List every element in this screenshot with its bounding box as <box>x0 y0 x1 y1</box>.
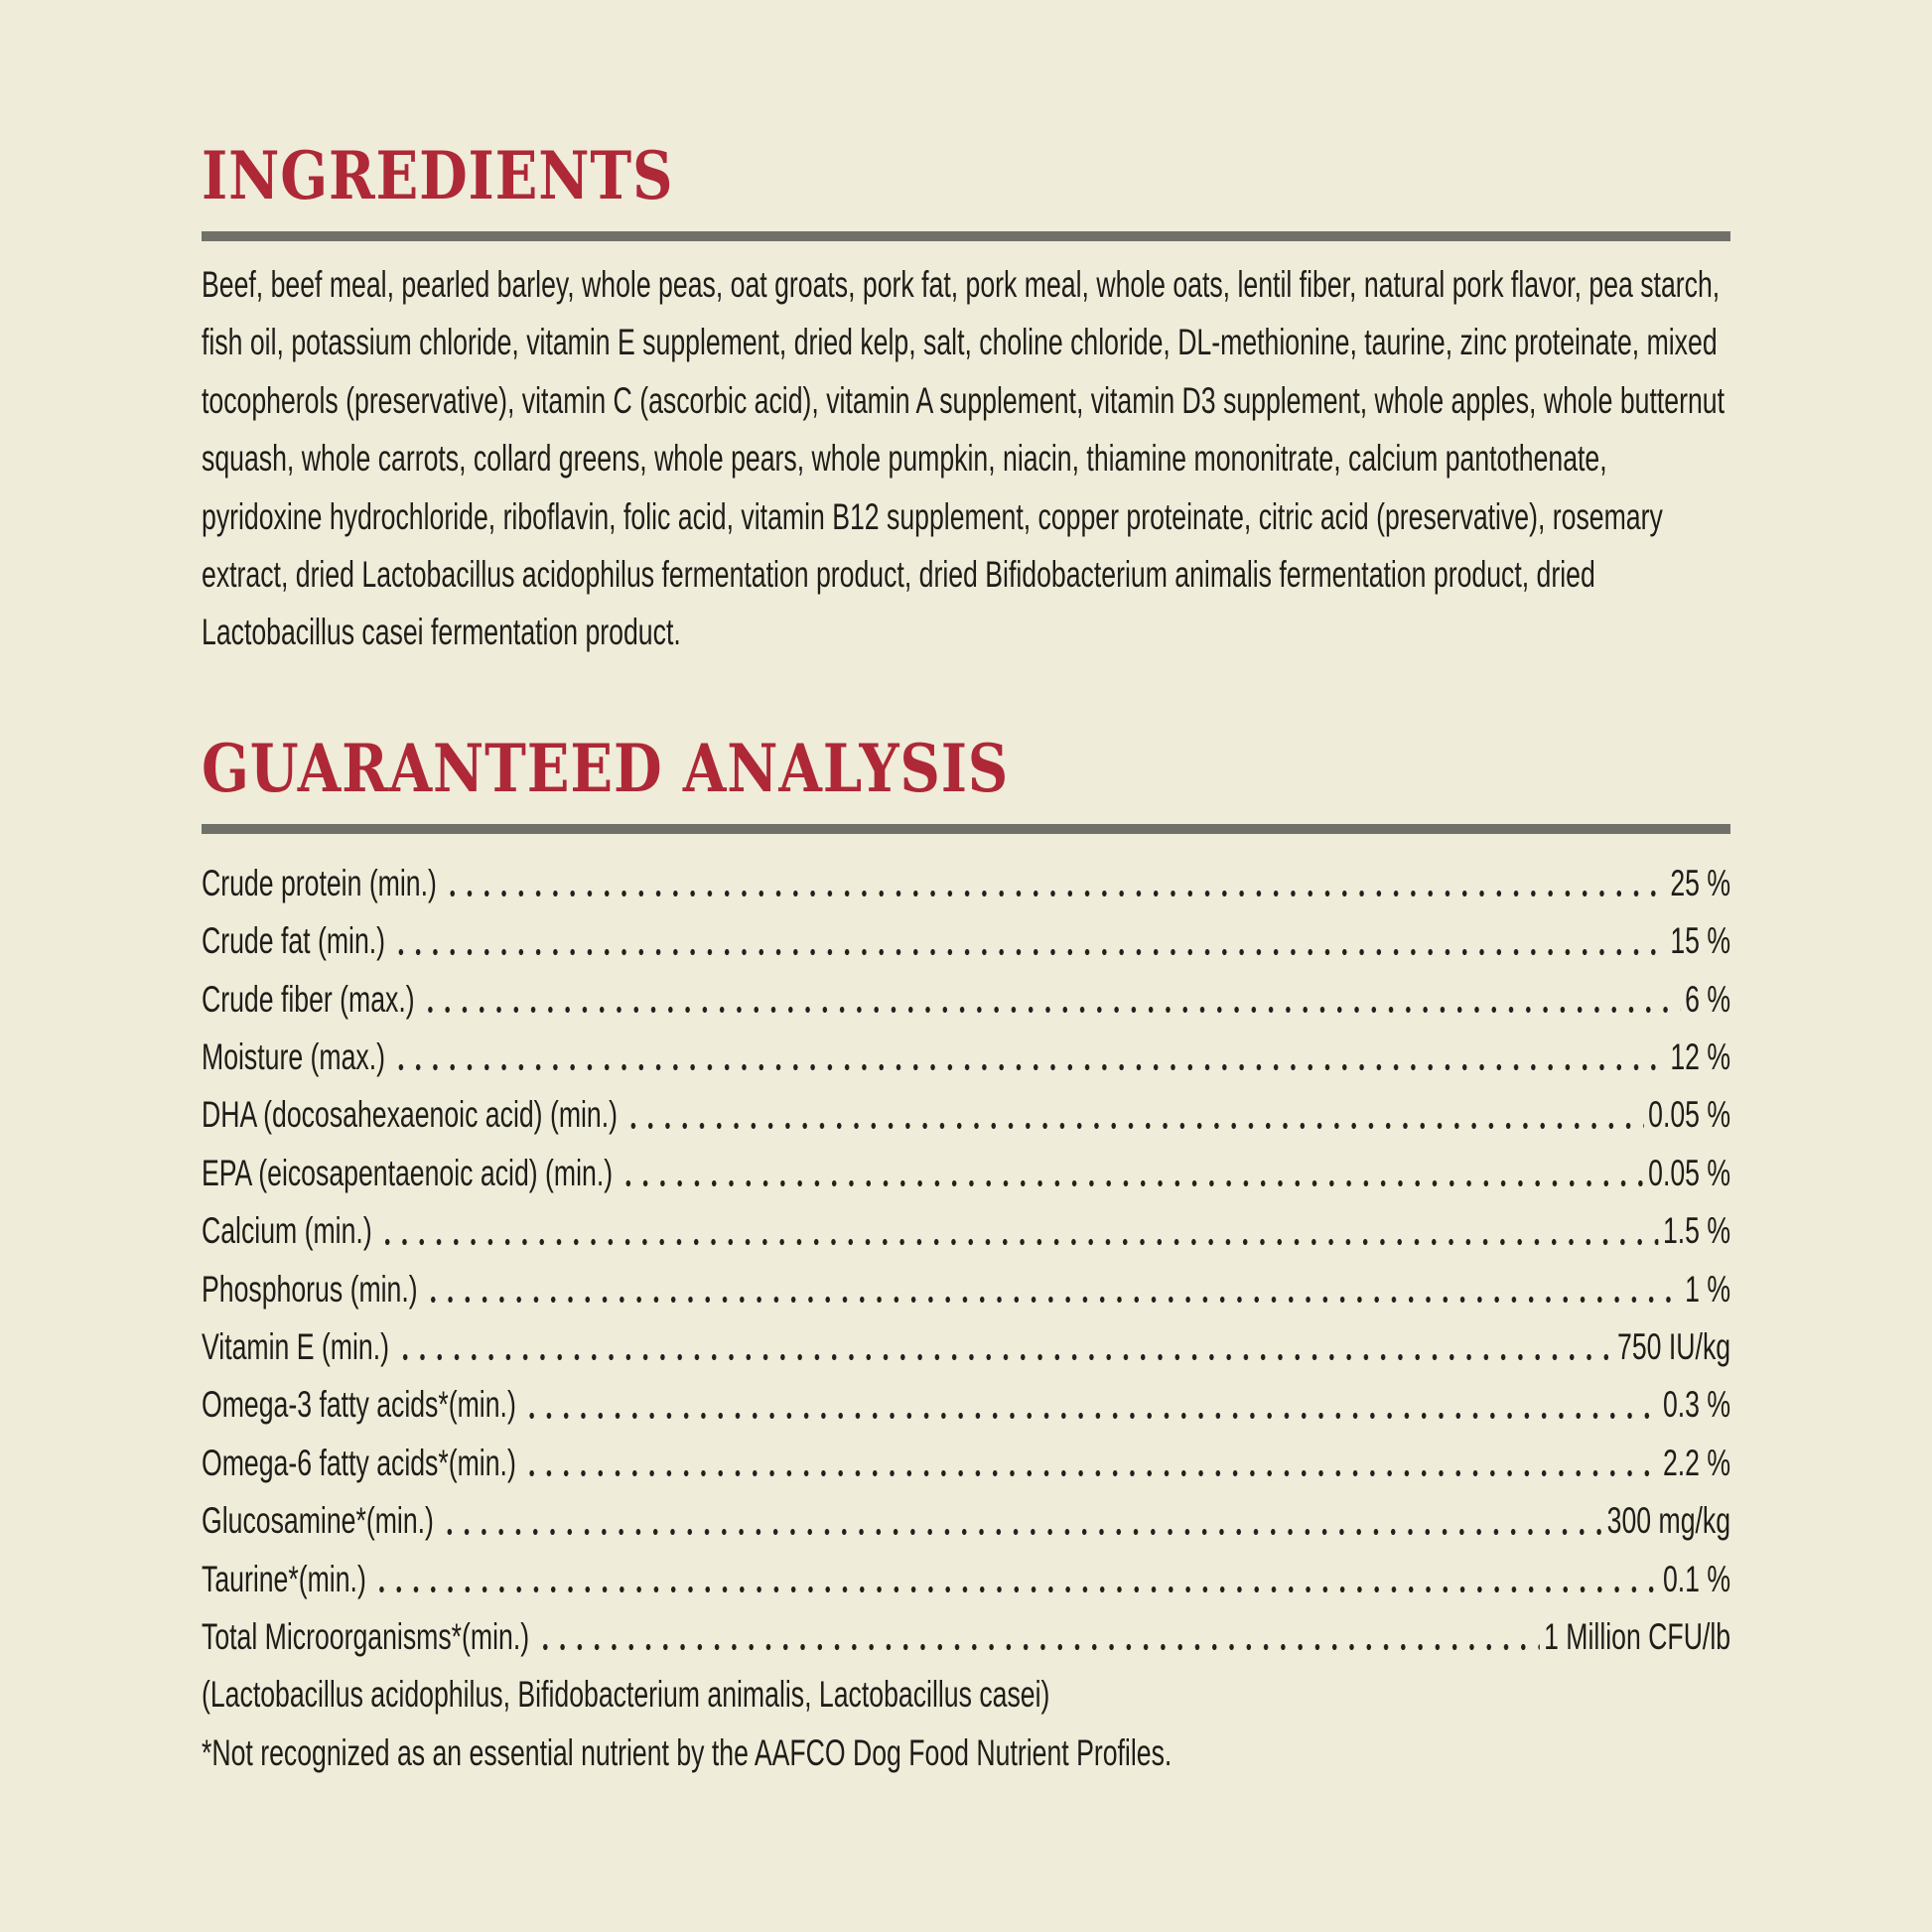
dot-leader <box>444 891 1666 897</box>
analysis-row <box>202 971 1730 1029</box>
guaranteed-analysis-divider <box>202 824 1730 834</box>
analysis-notes <box>202 1666 1730 1782</box>
analysis-value: 0.05 % <box>1648 1152 1731 1193</box>
ingredients-divider <box>202 231 1730 241</box>
analysis-value: 2.2 % <box>1662 1442 1731 1483</box>
analysis-value: 1 % <box>1685 1268 1731 1310</box>
analysis-nutrient-label: Phosphorus (min.) <box>202 1268 418 1310</box>
analysis-row <box>202 1029 1730 1086</box>
analysis-value: 750 IU/kg <box>1617 1325 1731 1367</box>
analysis-nutrient-label: EPA (eicosapentaenoic acid) (min.) <box>202 1152 614 1193</box>
dot-leader <box>392 1064 1666 1070</box>
analysis-nutrient-label: Omega-3 fatty acids*(min.) <box>202 1384 516 1426</box>
analysis-nutrient-label: Crude fat (min.) <box>202 920 386 962</box>
analysis-row <box>202 1145 1730 1202</box>
dot-leader <box>425 1297 1681 1303</box>
label-sheet <box>202 0 1730 1782</box>
analysis-nutrient-label: Taurine*(min.) <box>202 1558 366 1599</box>
dot-leader <box>396 1354 1613 1360</box>
analysis-row <box>202 1261 1730 1318</box>
analysis-value: 6 % <box>1685 978 1731 1020</box>
analysis-row <box>202 1492 1730 1550</box>
ingredients-title: INGREDIENTS <box>202 137 674 214</box>
analysis-nutrient-label: Crude fiber (max.) <box>202 978 415 1020</box>
dot-leader <box>392 949 1666 955</box>
analysis-nutrient-label: Moisture (max.) <box>202 1036 386 1077</box>
dot-leader <box>620 1180 1644 1186</box>
analysis-nutrient-label: Vitamin E (min.) <box>202 1325 389 1367</box>
dot-leader <box>373 1587 1659 1592</box>
analysis-row <box>202 1318 1730 1376</box>
analysis-nutrient-label: Omega-6 fatty acids*(min.) <box>202 1442 516 1483</box>
analysis-value: 300 mg/kg <box>1606 1500 1731 1542</box>
analysis-nutrient-label: Crude protein (min.) <box>202 862 437 903</box>
analysis-value: 0.1 % <box>1662 1558 1731 1599</box>
analysis-row <box>202 1608 1730 1666</box>
dot-leader <box>624 1123 1644 1129</box>
analysis-nutrient-label: Total Microorganisms*(min.) <box>202 1615 530 1657</box>
analysis-note: *Not recognized as an essential nutrient by the AAFCO Dog Food Nutrient Profiles. <box>202 1731 1173 1773</box>
analysis-nutrient-label: DHA (docosahexaenoic acid) (min.) <box>202 1094 619 1136</box>
analysis-value: 0.3 % <box>1662 1384 1731 1426</box>
analysis-note: (Lactobacillus acidophilus, Bifidobacterium animalis, Lactobacillus casei) <box>202 1674 1050 1716</box>
analysis-value: 1.5 % <box>1662 1210 1731 1252</box>
dot-leader <box>422 1007 1681 1013</box>
analysis-row <box>202 1086 1730 1144</box>
analysis-row <box>202 912 1730 970</box>
analysis-row <box>202 855 1730 912</box>
analysis-nutrient-label: Glucosamine*(min.) <box>202 1500 434 1542</box>
ingredients-paragraph-wrap <box>202 256 1730 662</box>
dot-leader <box>536 1644 1539 1650</box>
analysis-row <box>202 1202 1730 1260</box>
ingredients-paragraph: Beef, beef meal, pearled barley, whole peas, oat groats, pork fat, pork meal, whole oats, lentil fiber, natural pork flavor, pea starch, fish oil, potassium chloride, vitamin E supplement, dried kelp, salt, choline chloride, DL-methionine, taurine, zinc proteinate, mixed tocopherols (preservative), vitamin C (ascorbic acid), vitamin A supplement, vitamin D3 supplement, whole apples, whole butternut squash, whole carrots, collard greens, whole pears, whole pumpkin, niacin, thiamine mononitrate, calcium pantothenate, pyridoxine hydrochloride, riboflavin, folic acid, vitamin B12 supplement, copper proteinate, citric acid (preservative), rosemary extract, dried Lactobacillus acidophilus fermentation product, dried Bifidobacterium animalis fermentation product, dried Lactobacillus casei fermentation product. <box>202 264 1725 653</box>
analysis-value: 1 Million CFU/lb <box>1544 1615 1731 1657</box>
dot-leader <box>523 1470 1659 1476</box>
analysis-value: 15 % <box>1670 920 1731 962</box>
analysis-row <box>202 1435 1730 1492</box>
analysis-value: 12 % <box>1670 1036 1731 1077</box>
guaranteed-analysis-title: GUARANTEED ANALYSIS <box>202 729 1010 807</box>
analysis-nutrient-label: Calcium (min.) <box>202 1210 372 1252</box>
dot-leader <box>523 1413 1659 1419</box>
dot-leader <box>379 1239 1659 1245</box>
guaranteed-analysis-table <box>202 855 1730 1782</box>
analysis-row <box>202 1551 1730 1608</box>
dot-leader <box>441 1529 1602 1535</box>
analysis-row <box>202 1376 1730 1434</box>
analysis-value: 0.05 % <box>1648 1094 1731 1136</box>
analysis-value: 25 % <box>1670 862 1731 903</box>
